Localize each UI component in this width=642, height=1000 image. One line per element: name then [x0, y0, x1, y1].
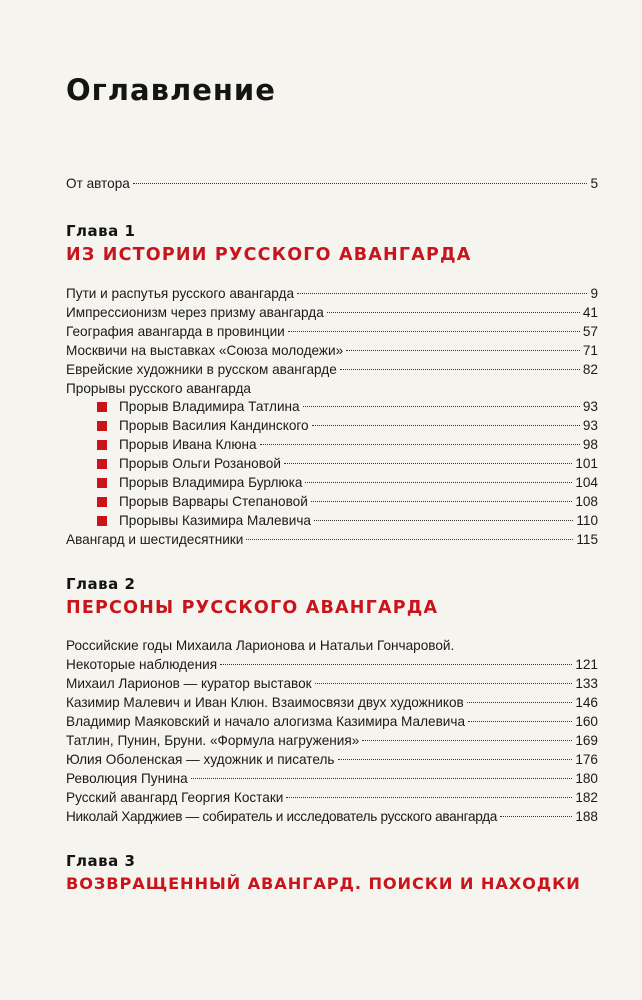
toc-subentry[interactable] — [119, 455, 598, 473]
toc-entry[interactable] — [66, 675, 598, 693]
dot-leader — [246, 539, 573, 540]
toc-entry[interactable] — [66, 713, 598, 731]
toc-entry-text: Прорыв Варвары Степановой — [119, 494, 308, 509]
toc-entry-text: Прорыв Ивана Клюна — [119, 437, 257, 452]
dot-leader — [346, 350, 580, 351]
toc-entry[interactable] — [66, 285, 598, 303]
toc-entry-text: Михаил Ларионов — куратор выставок — [66, 676, 312, 691]
toc-subentry[interactable] — [119, 436, 598, 454]
bullet-square-icon — [97, 440, 107, 450]
toc-entry[interactable] — [66, 304, 598, 322]
toc-entry-text: Пути и распутья русского авангарда — [66, 286, 295, 301]
toc-entry-page: 57 — [582, 324, 598, 339]
toc-entry-first-line: Российские годы Михаила Ларионова и Натальи Гончаровой. — [66, 638, 455, 653]
dot-leader — [315, 683, 573, 684]
bullet-square-icon — [97, 516, 107, 526]
toc-entry-text: Прорыв Владимира Татлина — [119, 399, 300, 414]
toc-entry[interactable] — [66, 789, 598, 807]
toc-entry-text: Николай Харджиев — собиратель и исследователь русского авангарда — [66, 809, 498, 824]
toc-entry-text: Прорыв Владимира Бурлюка — [119, 475, 303, 490]
toc-entry[interactable] — [66, 770, 598, 788]
dot-leader — [467, 702, 573, 703]
page-title: Оглавление — [66, 73, 276, 107]
toc-entry-page: 9 — [590, 286, 598, 301]
toc-entry[interactable] — [66, 361, 598, 379]
toc-entry-text: Юлия Оболенская — художник и писатель — [66, 752, 335, 767]
dot-leader — [288, 331, 580, 332]
toc-entry-page: 160 — [575, 714, 598, 729]
toc-subentry[interactable] — [119, 493, 598, 511]
toc-entry-text: Владимир Маяковский и начало алогизма Казимира Малевича — [66, 714, 466, 729]
toc-entry-page: 115 — [576, 532, 598, 547]
toc-entry-intro[interactable] — [66, 175, 598, 193]
toc-entry-text: Еврейские художники в русском авангарде — [66, 362, 337, 377]
dot-leader — [133, 183, 588, 184]
toc-entry-page: 41 — [582, 305, 598, 320]
toc-subentry[interactable] — [119, 474, 598, 492]
dot-leader — [468, 721, 572, 722]
toc-entry-text: Русский авангард Георгия Костаки — [66, 790, 284, 805]
toc-entry-text: Авангард и шестидесятники — [66, 532, 244, 547]
bullet-square-icon — [97, 478, 107, 488]
dot-leader — [303, 406, 580, 407]
toc-entry[interactable] — [66, 694, 598, 712]
dot-leader — [220, 664, 572, 665]
toc-entry-page: 104 — [575, 475, 598, 490]
toc-entry-page: 176 — [575, 752, 598, 767]
dot-leader — [500, 816, 572, 817]
toc-entry[interactable] — [66, 656, 598, 674]
bullet-square-icon — [97, 421, 107, 431]
chapter-1-label: Глава 1 — [66, 222, 136, 240]
dot-leader — [286, 797, 572, 798]
toc-entry[interactable] — [66, 531, 598, 549]
toc-entry-page: 98 — [582, 437, 598, 452]
toc-entry[interactable] — [66, 751, 598, 769]
toc-entry[interactable] — [66, 808, 598, 826]
dot-leader — [340, 369, 580, 370]
chapter-2-label: Глава 2 — [66, 575, 136, 593]
toc-subentry[interactable] — [119, 512, 598, 530]
toc-entry-text: Импрессионизм через призму авангарда — [66, 305, 324, 320]
chapter-3-title: ВОЗВРАЩЕННЫЙ АВАНГАРД. ПОИСКИ И НАХОДКИ — [66, 874, 581, 893]
bullet-square-icon — [97, 497, 107, 507]
toc-entry-page: 180 — [575, 771, 598, 786]
toc-entry-page: 108 — [575, 494, 598, 509]
chapter-3-label: Глава 3 — [66, 852, 136, 870]
toc-subentry[interactable] — [119, 417, 598, 435]
bullet-square-icon — [97, 459, 107, 469]
toc-entry-page: 133 — [575, 676, 598, 691]
bullet-square-icon — [97, 402, 107, 412]
toc-section-heading: Прорывы русского авангарда — [66, 381, 251, 396]
toc-entry-text: Прорыв Василия Кандинского — [119, 418, 309, 433]
dot-leader — [297, 293, 587, 294]
toc-entry-text: Революция Пунина — [66, 771, 188, 786]
dot-leader — [260, 444, 580, 445]
toc-entry[interactable] — [66, 732, 598, 750]
dot-leader — [338, 759, 573, 760]
toc-entry-page: 182 — [575, 790, 598, 805]
toc-entry[interactable] — [66, 342, 598, 360]
toc-entry-page: 82 — [582, 362, 598, 377]
toc-entry-text: География авангарда в провинции — [66, 324, 285, 339]
dot-leader — [305, 482, 572, 483]
toc-entry-page: 169 — [575, 733, 598, 748]
toc-entry-page: 188 — [575, 809, 598, 824]
chapter-2-title: ПЕРСОНЫ РУССКОГО АВАНГАРДА — [66, 598, 439, 618]
dot-leader — [284, 463, 572, 464]
toc-entry-text: От автора — [66, 176, 130, 191]
toc-entry-text: Москвичи на выставках «Союза молодежи» — [66, 343, 344, 358]
toc-entry-page: 110 — [576, 513, 598, 528]
dot-leader — [362, 740, 572, 741]
dot-leader — [314, 520, 573, 521]
toc-entry-page: 146 — [575, 695, 598, 710]
toc-entry-text: Казимир Малевич и Иван Клюн. Взаимосвязи двух художников — [66, 695, 464, 710]
toc-entry-text: Татлин, Пунин, Бруни. «Формула нагружения» — [66, 733, 360, 748]
chapter-1-title: ИЗ ИСТОРИИ РУССКОГО АВАНГАРДА — [66, 245, 472, 265]
toc-entry-text: Некоторые наблюдения — [66, 657, 218, 672]
dot-leader — [327, 312, 580, 313]
dot-leader — [312, 425, 580, 426]
toc-entry-page: 93 — [582, 399, 598, 414]
toc-entry-page: 121 — [575, 657, 598, 672]
toc-entry-page: 71 — [582, 343, 598, 358]
dot-leader — [191, 778, 573, 779]
toc-entry-page: 5 — [590, 176, 598, 191]
toc-entry-page: 93 — [582, 418, 598, 433]
toc-entry-text: Прорывы Казимира Малевича — [119, 513, 311, 528]
toc-entry-page: 101 — [575, 456, 598, 471]
toc-entry-text: Прорыв Ольги Розановой — [119, 456, 281, 471]
toc-subentry[interactable] — [119, 398, 598, 416]
toc-entry[interactable] — [66, 323, 598, 341]
dot-leader — [311, 501, 573, 502]
